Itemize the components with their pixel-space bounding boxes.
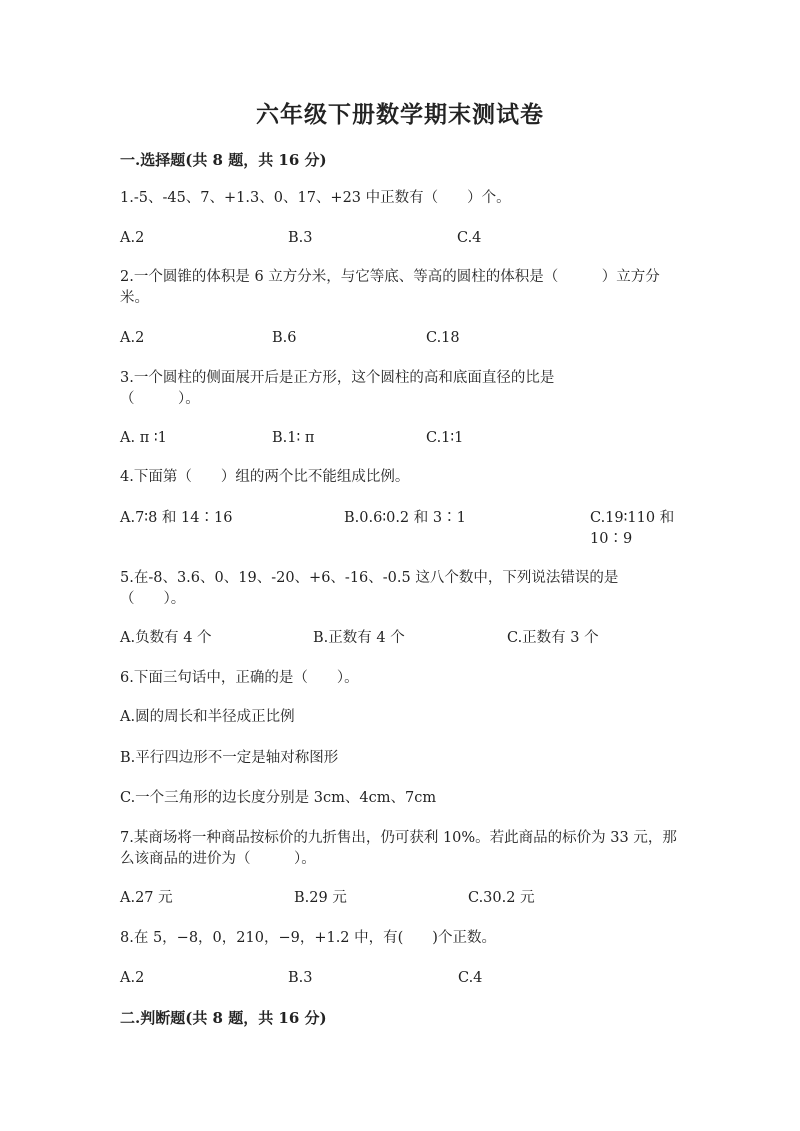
q4-option-a[interactable]: A.7∶8 和 14∶16: [120, 510, 233, 526]
q2-option-b[interactable]: B.6: [272, 330, 297, 346]
q7-option-c[interactable]: C.30.2 元: [468, 890, 535, 906]
q5-option-a[interactable]: A.负数有 4 个: [120, 630, 212, 646]
q1-option-b[interactable]: B.3: [288, 230, 313, 246]
question-3: 3.一个圆柱的侧面展开后是正方形，这个圆柱的高和底面直径的比是（ ）。: [120, 370, 555, 407]
section-heading-choice: 一.选择题(共 8 题，共 16 分): [120, 151, 327, 169]
q5-option-c[interactable]: C.正数有 3 个: [507, 630, 599, 646]
q5-option-b[interactable]: B.正数有 4 个: [313, 630, 405, 646]
question-4: 4.下面第（ ）组的两个比不能组成比例。: [120, 469, 410, 485]
section-heading-judgement: 二.判断题(共 8 题，共 16 分): [120, 1009, 327, 1027]
question-2: 2.一个圆锥的体积是 6 立方分米，与它等底、等高的圆柱的体积是（ ）立方分米。: [120, 269, 660, 306]
question-7: 7.某商场将一种商品按标价的九折售出，仍可获利 10%。若此商品的标价为 33 元，那么该商品的进价为（ ）。: [120, 830, 677, 867]
question-5: 5.在-8、3.6、0、19、-20、+6、-16、-0.5 这八个数中，下列说法错误的是（ ）。: [120, 570, 619, 607]
q2-option-a[interactable]: A.2: [120, 330, 145, 346]
q8-option-a[interactable]: A.2: [120, 970, 145, 986]
q3-option-b[interactable]: B.1∶ π: [272, 430, 315, 446]
q7-option-b[interactable]: B.29 元: [294, 890, 347, 906]
q3-option-c[interactable]: C.1∶1: [426, 430, 464, 446]
page-title: 六年级下册数学期末测试卷: [256, 101, 544, 128]
q8-option-b[interactable]: B.3: [288, 970, 313, 986]
question-6: 6.下面三句话中，正确的是（ ）。: [120, 670, 359, 686]
q4-option-b[interactable]: B.0.6∶0.2 和 3∶1: [344, 510, 466, 526]
q6-option-a[interactable]: A.圆的周长和半径成正比例: [120, 709, 295, 725]
q3-option-a[interactable]: A. π ∶1: [120, 430, 167, 446]
q6-option-b[interactable]: B.平行四边形不一定是轴对称图形: [120, 750, 339, 766]
q6-option-c[interactable]: C.一个三角形的边长度分别是 3cm、4cm、7cm: [120, 790, 437, 806]
question-8: 8.在 5，−8，0，210，−9，+1.2 中，有( )个正数。: [120, 930, 496, 946]
q1-option-a[interactable]: A.2: [120, 230, 145, 246]
question-1: 1.-5、-45、7、+1.3、0、17、+23 中正数有（ ）个。: [120, 190, 511, 206]
q1-option-c[interactable]: C.4: [457, 230, 482, 246]
q8-option-c[interactable]: C.4: [458, 970, 483, 986]
q7-option-a[interactable]: A.27 元: [120, 890, 173, 906]
q4-option-c[interactable]: C.19∶110 和 10∶9: [590, 510, 675, 547]
q2-option-c[interactable]: C.18: [426, 330, 460, 346]
